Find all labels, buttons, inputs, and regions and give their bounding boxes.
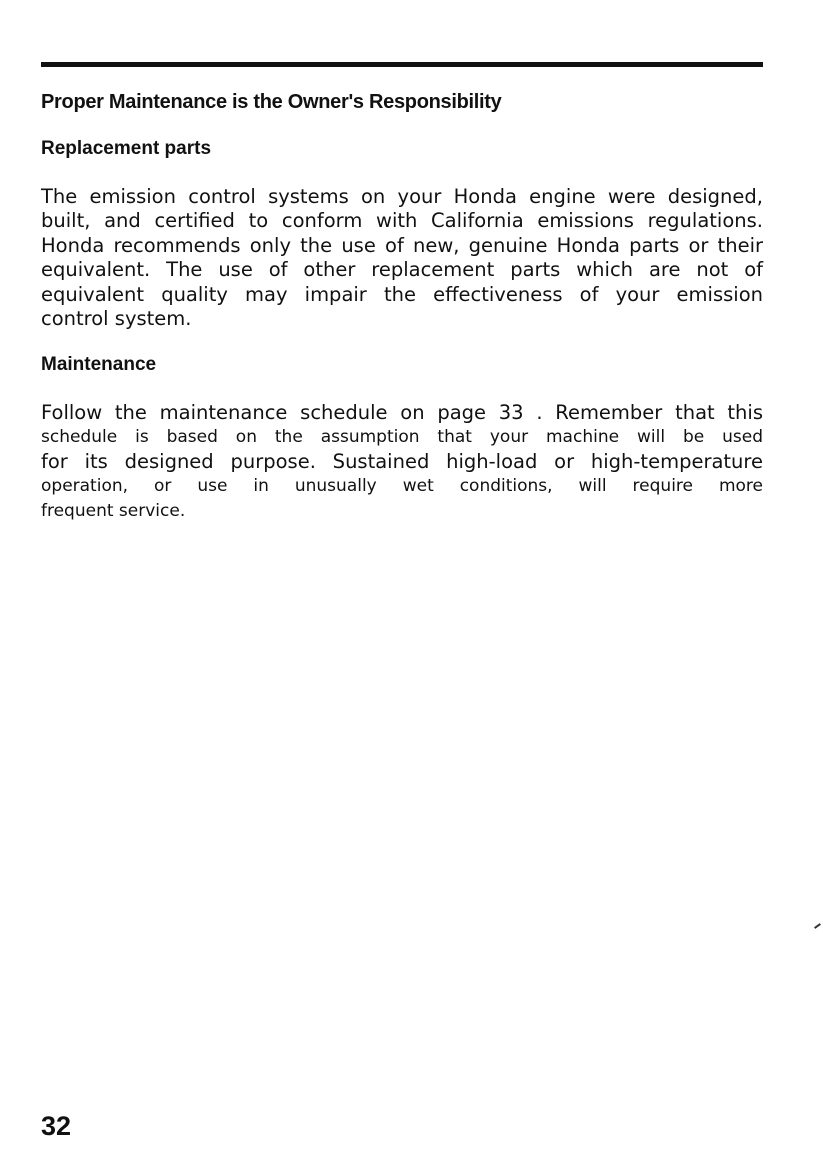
paragraph-line: schedule is based on the assumption that your machine will be used	[41, 427, 763, 448]
paragraph-line: Honda recommends only the use of new, genuine Honda parts or their	[41, 233, 763, 257]
scan-speck	[814, 923, 821, 929]
paragraph-line: for its designed purpose. Sustained high-load or high-temperature	[41, 449, 763, 473]
paragraph-line: The emission control systems on your Honda engine were designed,	[41, 185, 763, 208]
page-number: 32	[41, 1111, 72, 1141]
section-title: Proper Maintenance is the Owner's Responsibility	[41, 91, 502, 113]
paragraph-line: frequent service.	[41, 500, 186, 521]
paragraph-line: control system.	[41, 307, 192, 331]
replacement-parts-heading: Replacement parts	[41, 138, 212, 159]
maintenance-heading: Maintenance	[41, 354, 157, 375]
paragraph-line: equivalent quality may impair the effectiveness of your emission	[41, 282, 763, 306]
header-rule	[41, 62, 763, 67]
maintenance-paragraph	[41, 401, 763, 523]
paragraph-line: operation, or use in unusually wet conditions, will require more	[41, 476, 763, 497]
paragraph-line: built, and certified to conform with California emissions regulations.	[41, 209, 763, 233]
paragraph-line: Follow the maintenance schedule on page 33 . Remember that this	[41, 401, 763, 424]
paragraph-line: equivalent. The use of other replacement parts which are not of	[41, 258, 763, 282]
replacement-parts-paragraph	[41, 185, 763, 331]
